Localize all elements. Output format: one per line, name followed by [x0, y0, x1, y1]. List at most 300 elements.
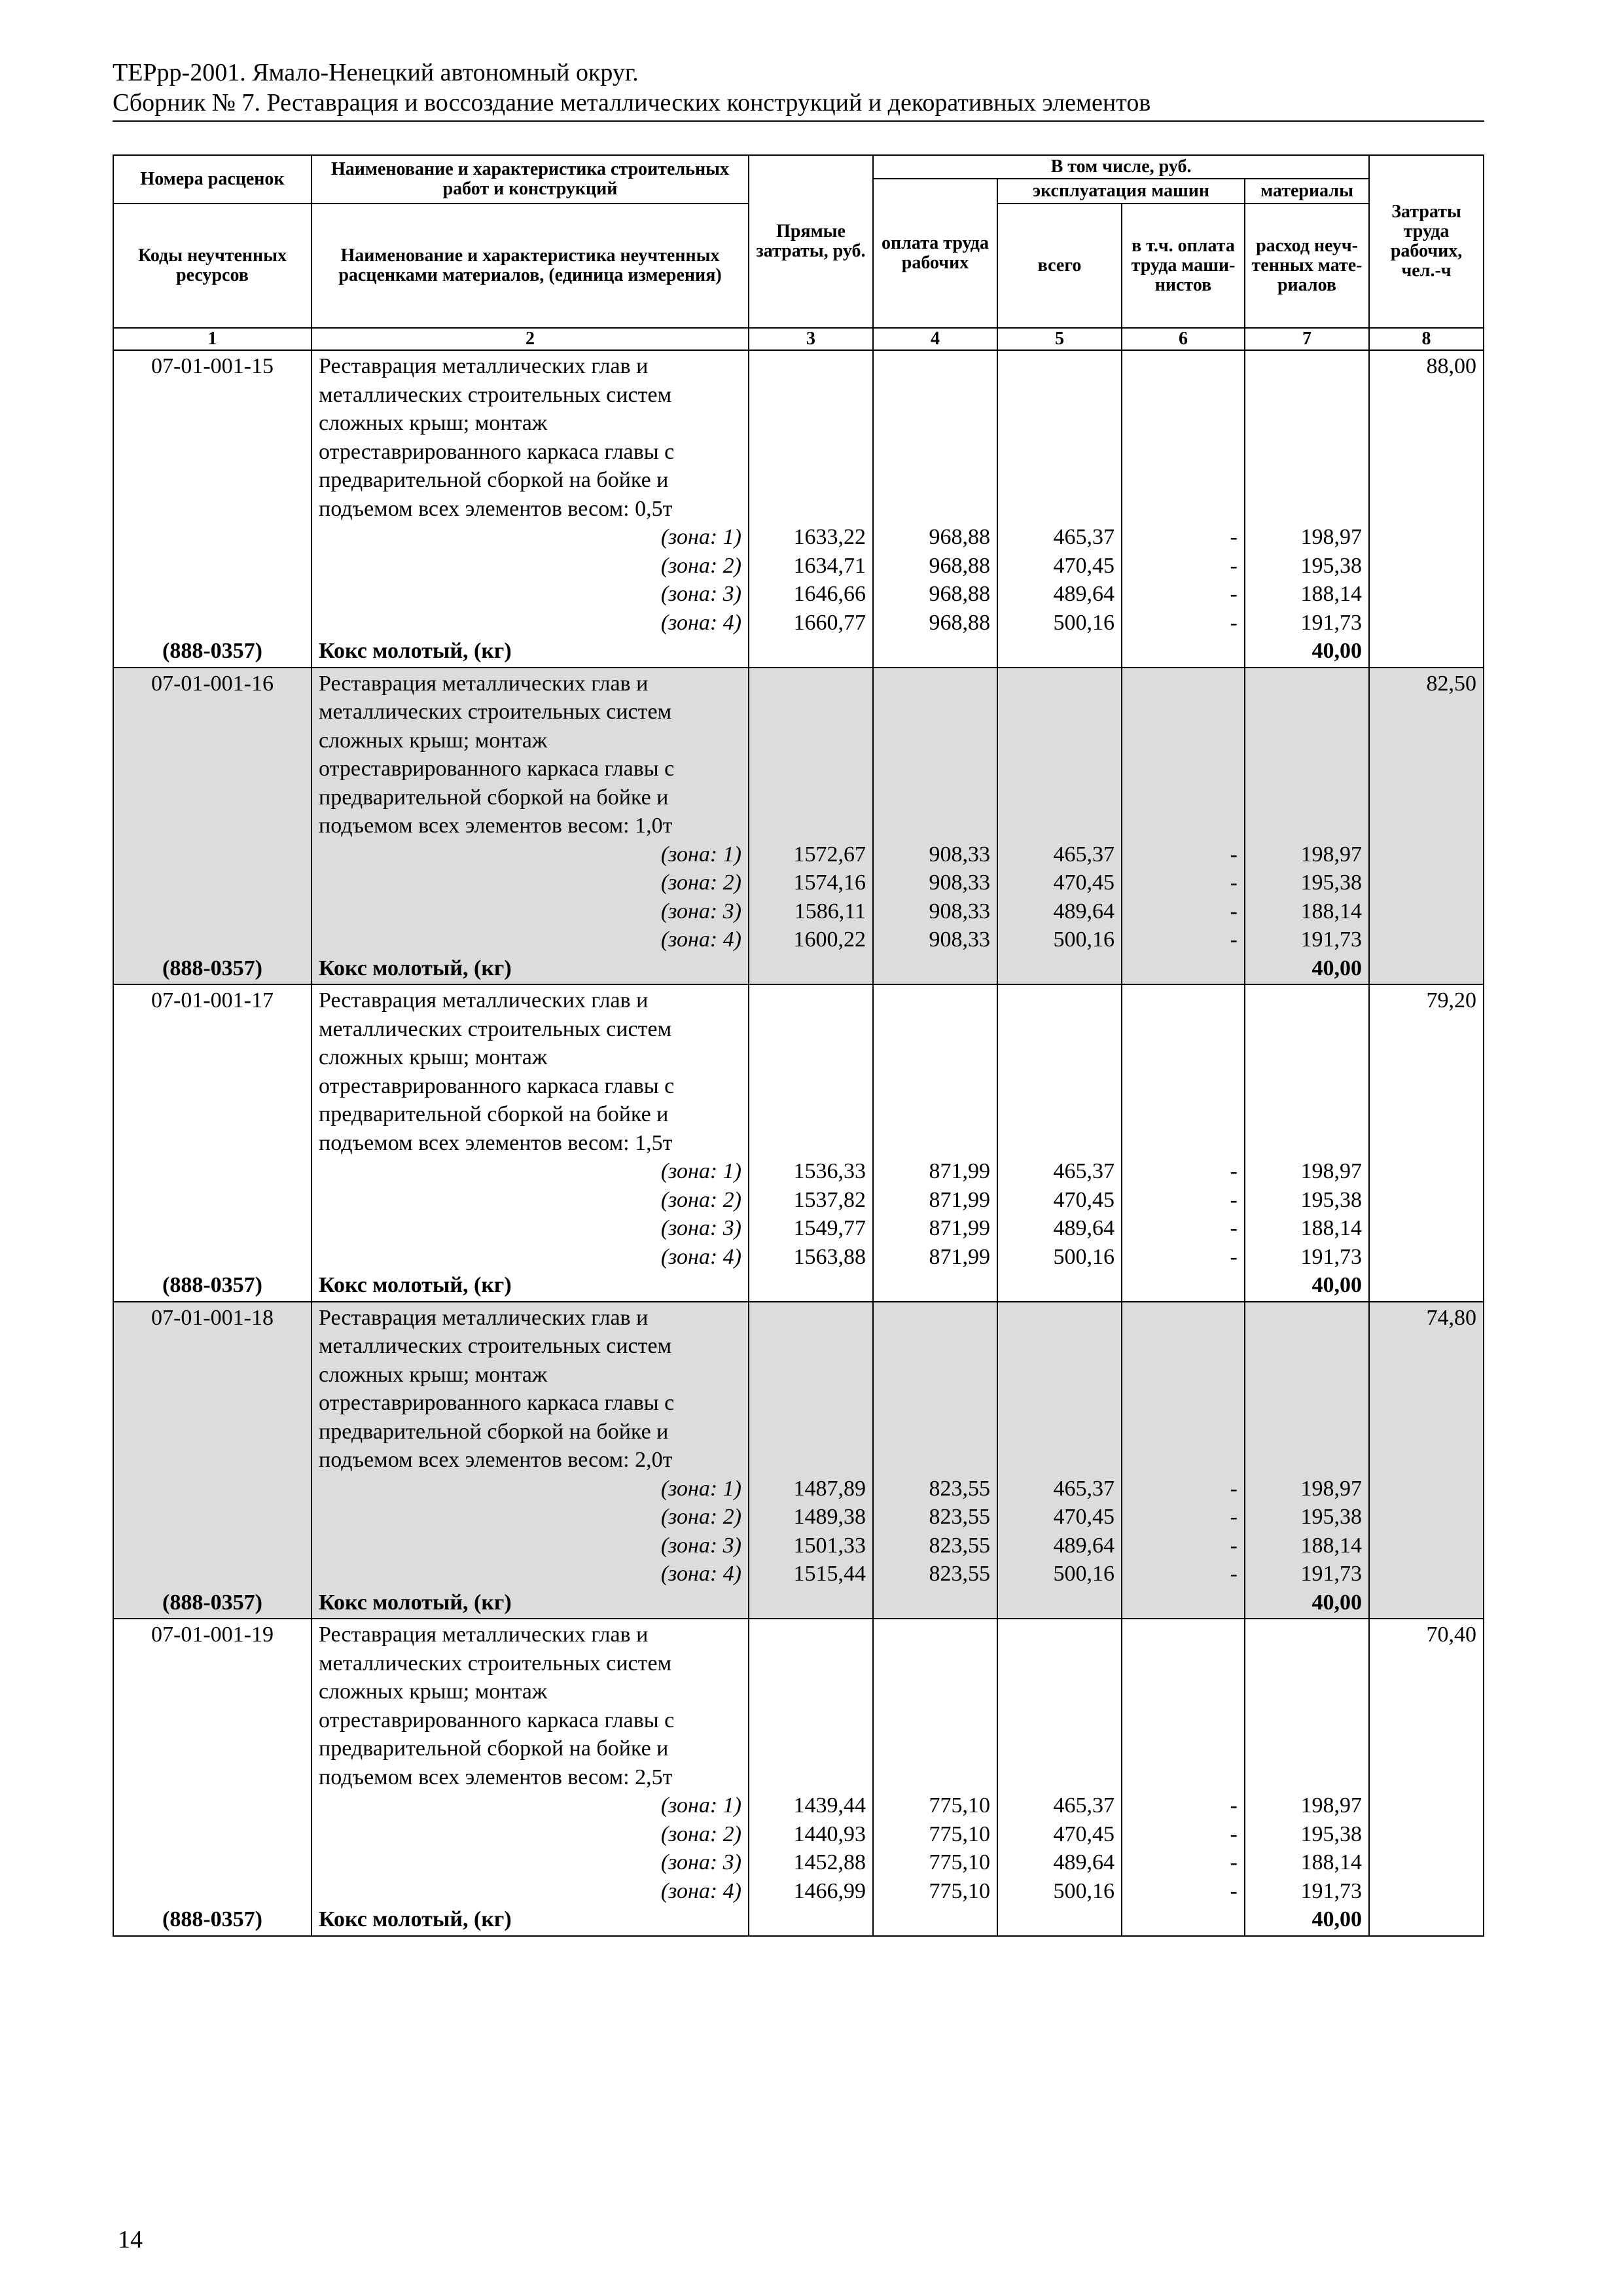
zone-label: (зона: 3) — [660, 1850, 741, 1874]
blank-line — [1252, 1446, 1362, 1475]
description-line: предварительной сборкой на бойке и — [319, 1102, 669, 1126]
pay-value: 775,10 — [929, 1821, 990, 1846]
blank-line — [1005, 381, 1115, 410]
direct-value: 1487,89 — [793, 1476, 866, 1501]
direct-value: 1439,44 — [793, 1793, 866, 1818]
col-number: 5 — [997, 328, 1122, 350]
blank-line — [880, 1072, 990, 1101]
direct-value: 1586,11 — [794, 899, 866, 924]
blank-line — [1252, 1332, 1362, 1361]
cell-machines — [997, 984, 1122, 1302]
materials-value: 191,73 — [1300, 610, 1363, 635]
blank-line — [1252, 381, 1362, 410]
zone-label: (зона: 4) — [660, 1878, 741, 1903]
machinists-value: - — [1230, 610, 1238, 635]
machinists-value: - — [1230, 1159, 1238, 1183]
cell-materials — [1245, 1302, 1369, 1619]
blank-line — [120, 1677, 304, 1706]
blank-line — [756, 637, 866, 666]
direct-value: 1549,77 — [793, 1216, 866, 1240]
blank-line — [120, 755, 304, 783]
blank-line — [1005, 1588, 1115, 1617]
blank-line — [880, 1015, 990, 1044]
blank-line — [120, 409, 304, 438]
col-number: 3 — [749, 328, 873, 350]
direct-value: 1634,71 — [793, 553, 866, 578]
blank-line — [880, 1677, 990, 1706]
blank-line — [120, 580, 304, 609]
blank-line — [880, 954, 990, 983]
blank-line — [120, 698, 304, 726]
machinists-value: - — [1230, 1187, 1238, 1212]
blank-line — [1252, 438, 1362, 467]
description-line: Реставрация металлических глав и — [319, 354, 649, 378]
blank-line — [1252, 1418, 1362, 1446]
blank-line — [120, 1072, 304, 1101]
pay-value: 871,99 — [929, 1159, 990, 1183]
materials-value: 188,14 — [1300, 899, 1363, 924]
zone-label: (зона: 1) — [660, 1159, 741, 1183]
blank-line — [1005, 1389, 1115, 1418]
pay-value: 823,55 — [929, 1476, 990, 1501]
table-row — [113, 984, 1484, 1302]
blank-line — [120, 1214, 304, 1243]
blank-line — [756, 1763, 866, 1792]
blank-line — [1129, 670, 1238, 698]
cell-code — [113, 1619, 312, 1936]
blank-line — [756, 352, 866, 381]
machines-value: 489,64 — [1053, 1533, 1115, 1558]
blank-line — [1129, 812, 1238, 840]
description-line: металлических строительных систем — [319, 1334, 672, 1358]
description-line: Реставрация металлических глав и — [319, 988, 649, 1013]
blank-line — [880, 1100, 990, 1129]
blank-line — [120, 495, 304, 524]
cell-machinists — [1122, 350, 1245, 668]
blank-line — [1252, 1129, 1362, 1158]
zone-label: (зона: 4) — [660, 1562, 741, 1586]
blank-line — [1005, 726, 1115, 755]
blank-line — [120, 925, 304, 954]
labor-value: 88,00 — [1426, 354, 1477, 378]
blank-line — [880, 1734, 990, 1763]
blank-line — [880, 698, 990, 726]
description-line: Реставрация металлических глав и — [319, 1623, 649, 1647]
direct-value: 1466,99 — [793, 1878, 866, 1903]
machines-value: 500,16 — [1053, 1562, 1115, 1586]
blank-line — [1129, 1734, 1238, 1763]
blank-line — [1129, 1446, 1238, 1475]
blank-line — [1005, 1734, 1115, 1763]
blank-line — [880, 1621, 990, 1649]
description-line: отреставрированного каркаса главы с — [319, 1391, 675, 1415]
description-line: отреставрированного каркаса главы с — [319, 439, 675, 464]
col-labor-costs: Затраты труда рабочих, чел.-ч — [1369, 155, 1484, 328]
blank-line — [880, 1706, 990, 1735]
cell-direct — [749, 1619, 873, 1936]
pay-value: 968,88 — [929, 582, 990, 606]
blank-line — [756, 1706, 866, 1735]
blank-line — [120, 726, 304, 755]
pay-value: 871,99 — [929, 1244, 990, 1269]
blank-line — [1005, 670, 1115, 698]
blank-line — [1129, 1072, 1238, 1101]
blank-line — [880, 1304, 990, 1333]
cell-materials — [1245, 984, 1369, 1302]
pay-value: 823,55 — [929, 1562, 990, 1586]
description-line: подъемом всех элементов весом: 2,0т — [319, 1448, 673, 1472]
cell-labor — [1369, 1619, 1484, 1936]
materials-value: 195,38 — [1300, 1187, 1363, 1212]
blank-line — [1005, 986, 1115, 1015]
blank-line — [120, 783, 304, 812]
pay-value: 775,10 — [929, 1850, 990, 1874]
blank-line — [120, 1389, 304, 1418]
blank-line — [1129, 1649, 1238, 1678]
blank-line — [756, 1304, 866, 1333]
materials-value: 195,38 — [1300, 1505, 1363, 1529]
cell-direct — [749, 984, 873, 1302]
col-number: 7 — [1245, 328, 1369, 350]
blank-line — [120, 1763, 304, 1792]
description-line: металлических строительных систем — [319, 382, 672, 407]
blank-line — [756, 755, 866, 783]
labor-value: 82,50 — [1426, 671, 1477, 696]
zone-label: (зона: 1) — [660, 1793, 741, 1818]
blank-line — [880, 637, 990, 666]
description-line: металлических строительных систем — [319, 1651, 672, 1676]
blank-line — [756, 1446, 866, 1475]
blank-line — [880, 755, 990, 783]
blank-line — [1005, 352, 1115, 381]
machines-value: 465,37 — [1053, 1476, 1115, 1501]
blank-line — [1005, 812, 1115, 840]
blank-line — [120, 869, 304, 897]
description-line: предварительной сборкой на бойке и — [319, 1419, 669, 1444]
table-header — [113, 155, 1484, 350]
blank-line — [1252, 409, 1362, 438]
zone-label: (зона: 3) — [660, 1216, 741, 1240]
direct-value: 1452,88 — [793, 1850, 866, 1874]
blank-line — [1005, 1129, 1115, 1158]
blank-line — [880, 1271, 990, 1300]
blank-line — [1005, 1043, 1115, 1072]
blank-line — [1252, 1043, 1362, 1072]
cell-description — [312, 668, 749, 985]
cell-machinists — [1122, 1619, 1245, 1936]
description-line: сложных крыш; монтаж — [319, 1679, 548, 1704]
resource-qty: 40,00 — [1311, 1590, 1363, 1615]
zone-label: (зона: 2) — [660, 1187, 741, 1212]
blank-line — [1005, 783, 1115, 812]
blank-line — [1129, 726, 1238, 755]
blank-line — [1129, 381, 1238, 410]
blank-line — [1252, 352, 1362, 381]
pay-value: 823,55 — [929, 1533, 990, 1558]
blank-line — [1252, 1361, 1362, 1390]
blank-line — [756, 1015, 866, 1044]
pay-value: 775,10 — [929, 1878, 990, 1903]
description-line: сложных крыш; монтаж — [319, 1045, 548, 1069]
machinists-value: - — [1230, 1244, 1238, 1269]
resource-code: (888-0357) — [162, 1590, 262, 1615]
blank-line — [756, 1734, 866, 1763]
machinists-value: - — [1230, 1216, 1238, 1240]
blank-line — [1129, 1332, 1238, 1361]
blank-line — [756, 1418, 866, 1446]
blank-line — [120, 1418, 304, 1446]
col-rate-numbers: Номера расценок — [113, 155, 312, 204]
blank-line — [756, 986, 866, 1015]
blank-line — [120, 438, 304, 467]
blank-line — [1005, 466, 1115, 495]
machinists-value: - — [1230, 1878, 1238, 1903]
materials-value: 195,38 — [1300, 870, 1363, 895]
blank-line — [120, 840, 304, 869]
blank-line — [1129, 783, 1238, 812]
blank-line — [120, 1243, 304, 1272]
col-number: 6 — [1122, 328, 1245, 350]
blank-line — [880, 783, 990, 812]
materials-value: 188,14 — [1300, 582, 1363, 606]
blank-line — [756, 1588, 866, 1617]
resource-code: (888-0357) — [162, 956, 262, 980]
machines-value: 470,45 — [1053, 1187, 1115, 1212]
blank-line — [1129, 1905, 1238, 1934]
blank-line — [1129, 1588, 1238, 1617]
blank-line — [120, 1475, 304, 1503]
cell-code — [113, 1302, 312, 1619]
machinists-value: - — [1230, 525, 1238, 549]
blank-line — [1005, 1332, 1115, 1361]
cell-code — [113, 350, 312, 668]
blank-line — [120, 609, 304, 637]
description-line: Реставрация металлических глав и — [319, 671, 649, 696]
pay-value: 871,99 — [929, 1187, 990, 1212]
col-number: 8 — [1369, 328, 1484, 350]
blank-line — [1252, 495, 1362, 524]
blank-line — [756, 1361, 866, 1390]
blank-line — [880, 1043, 990, 1072]
description-line: отреставрированного каркаса главы с — [319, 1073, 675, 1098]
cell-description — [312, 984, 749, 1302]
blank-line — [1129, 1361, 1238, 1390]
table-row — [113, 1619, 1484, 1936]
direct-value: 1489,38 — [793, 1505, 866, 1529]
blank-line — [880, 670, 990, 698]
blank-line — [1129, 1129, 1238, 1158]
machines-value: 489,64 — [1053, 1216, 1115, 1240]
blank-line — [1129, 1621, 1238, 1649]
blank-line — [1005, 954, 1115, 983]
blank-line — [1252, 1734, 1362, 1763]
blank-line — [880, 726, 990, 755]
cell-pay — [873, 984, 997, 1302]
blank-line — [880, 438, 990, 467]
direct-value: 1633,22 — [793, 525, 866, 549]
description-line: подъемом всех элементов весом: 1,5т — [319, 1130, 673, 1155]
blank-line — [1005, 1361, 1115, 1390]
pay-value: 908,33 — [929, 870, 990, 895]
blank-line — [1005, 1446, 1115, 1475]
machines-value: 500,16 — [1053, 610, 1115, 635]
blank-line — [1129, 438, 1238, 467]
blank-line — [120, 1043, 304, 1072]
materials-value: 188,14 — [1300, 1216, 1363, 1240]
blank-line — [1252, 783, 1362, 812]
blank-line — [120, 1361, 304, 1390]
blank-line — [756, 726, 866, 755]
blank-line — [1129, 1043, 1238, 1072]
resource-qty: 40,00 — [1311, 1907, 1363, 1931]
blank-line — [1005, 495, 1115, 524]
blank-line — [880, 1446, 990, 1475]
col-number: 1 — [113, 328, 312, 350]
col-unaccounted-materials: расход неуч-тенных мате-риалов — [1245, 204, 1369, 328]
blank-line — [880, 1389, 990, 1418]
cell-code — [113, 984, 312, 1302]
blank-line — [1129, 1418, 1238, 1446]
blank-line — [120, 1503, 304, 1532]
table-body — [113, 350, 1484, 1936]
blank-line — [120, 1560, 304, 1588]
description-line: сложных крыш; монтаж — [319, 1362, 548, 1387]
blank-line — [1005, 1072, 1115, 1101]
blank-line — [1129, 637, 1238, 666]
direct-value: 1515,44 — [793, 1562, 866, 1586]
blank-line — [880, 812, 990, 840]
blank-line — [1252, 1389, 1362, 1418]
machinists-value: - — [1230, 553, 1238, 578]
machines-value: 470,45 — [1053, 553, 1115, 578]
blank-line — [1252, 1649, 1362, 1678]
description-line: металлических строительных систем — [319, 700, 672, 724]
blank-line — [1005, 1621, 1115, 1649]
zone-label: (зона: 3) — [660, 582, 741, 606]
zone-label: (зона: 4) — [660, 610, 741, 635]
blank-line — [1129, 986, 1238, 1015]
blank-line — [880, 1129, 990, 1158]
zone-label: (зона: 3) — [660, 899, 741, 924]
materials-value: 195,38 — [1300, 553, 1363, 578]
blank-line — [1252, 1763, 1362, 1792]
cell-labor — [1369, 1302, 1484, 1619]
zone-label: (зона: 2) — [660, 1505, 741, 1529]
col-machines-total: всего — [997, 204, 1122, 328]
labor-value: 74,80 — [1426, 1305, 1477, 1330]
rate-code: 07-01-001-19 — [151, 1623, 274, 1647]
col-material-name: Наименование и характеристика неучтенных расценками материалов, (единица измерения) — [312, 204, 749, 328]
resource-name: Кокс молотый, (кг) — [319, 1273, 512, 1297]
blank-line — [1252, 1677, 1362, 1706]
direct-value: 1501,33 — [793, 1533, 866, 1558]
blank-line — [756, 1043, 866, 1072]
blank-line — [1129, 1015, 1238, 1044]
description-line: подъемом всех элементов весом: 0,5т — [319, 496, 673, 521]
zone-label: (зона: 2) — [660, 1821, 741, 1846]
rate-code: 07-01-001-18 — [151, 1305, 274, 1330]
blank-line — [880, 352, 990, 381]
col-including: В том числе, руб. — [873, 155, 1369, 179]
cell-machines — [997, 1619, 1122, 1936]
blank-line — [1129, 1271, 1238, 1300]
blank-line — [120, 1649, 304, 1678]
machinists-value: - — [1230, 927, 1238, 952]
col-direct-costs: Прямые затраты, руб. — [749, 155, 873, 328]
zone-label: (зона: 4) — [660, 927, 741, 952]
blank-line — [1252, 1100, 1362, 1129]
blank-line — [1005, 698, 1115, 726]
blank-line — [1005, 1418, 1115, 1446]
cell-machinists — [1122, 984, 1245, 1302]
direct-value: 1572,67 — [793, 842, 866, 867]
direct-value: 1537,82 — [793, 1187, 866, 1212]
machinists-value: - — [1230, 1505, 1238, 1529]
resource-name: Кокс молотый, (кг) — [319, 639, 512, 663]
blank-line — [1129, 466, 1238, 495]
pay-value: 908,33 — [929, 927, 990, 952]
cell-direct — [749, 350, 873, 668]
machines-value: 465,37 — [1053, 1159, 1115, 1183]
col-resource-codes: Коды неучтенных ресурсов — [113, 204, 312, 328]
zone-label: (зона: 1) — [660, 842, 741, 867]
blank-line — [1005, 1706, 1115, 1735]
blank-line — [1005, 1905, 1115, 1934]
direct-value: 1660,77 — [793, 610, 866, 635]
blank-line — [1252, 466, 1362, 495]
blank-line — [1005, 1649, 1115, 1678]
machines-value: 500,16 — [1053, 1244, 1115, 1269]
page-number: 14 — [118, 2226, 143, 2253]
cell-materials — [1245, 1619, 1369, 1936]
blank-line — [120, 1820, 304, 1849]
blank-line — [1005, 1271, 1115, 1300]
machines-value: 489,64 — [1053, 899, 1115, 924]
blank-line — [756, 409, 866, 438]
pay-value: 968,88 — [929, 610, 990, 635]
blank-line — [1129, 352, 1238, 381]
zone-label: (зона: 1) — [660, 525, 741, 549]
blank-line — [880, 1361, 990, 1390]
blank-line — [1005, 409, 1115, 438]
cell-direct — [749, 668, 873, 985]
cell-machinists — [1122, 668, 1245, 985]
pay-value: 968,88 — [929, 525, 990, 549]
zone-label: (зона: 4) — [660, 1244, 741, 1269]
blank-line — [1129, 1677, 1238, 1706]
zone-label: (зона: 3) — [660, 1533, 741, 1558]
blank-line — [756, 1677, 866, 1706]
resource-qty: 40,00 — [1311, 1273, 1363, 1297]
document-title: ТЕРрр-2001. Ямало-Ненецкий автономный округ. — [113, 59, 639, 86]
page-header — [113, 58, 1484, 122]
machines-value: 500,16 — [1053, 927, 1115, 952]
materials-value: 191,73 — [1300, 1244, 1363, 1269]
blank-line — [120, 812, 304, 840]
blank-line — [756, 466, 866, 495]
blank-line — [120, 1129, 304, 1158]
cell-labor — [1369, 350, 1484, 668]
blank-line — [120, 1532, 304, 1560]
blank-line — [1129, 409, 1238, 438]
description-line: сложных крыш; монтаж — [319, 728, 548, 753]
machinists-value: - — [1230, 1562, 1238, 1586]
blank-line — [1005, 1015, 1115, 1044]
blank-line — [120, 552, 304, 581]
col-worker-pay: оплата труда рабочих — [873, 179, 997, 328]
materials-value: 198,97 — [1300, 842, 1363, 867]
pay-value: 908,33 — [929, 899, 990, 924]
